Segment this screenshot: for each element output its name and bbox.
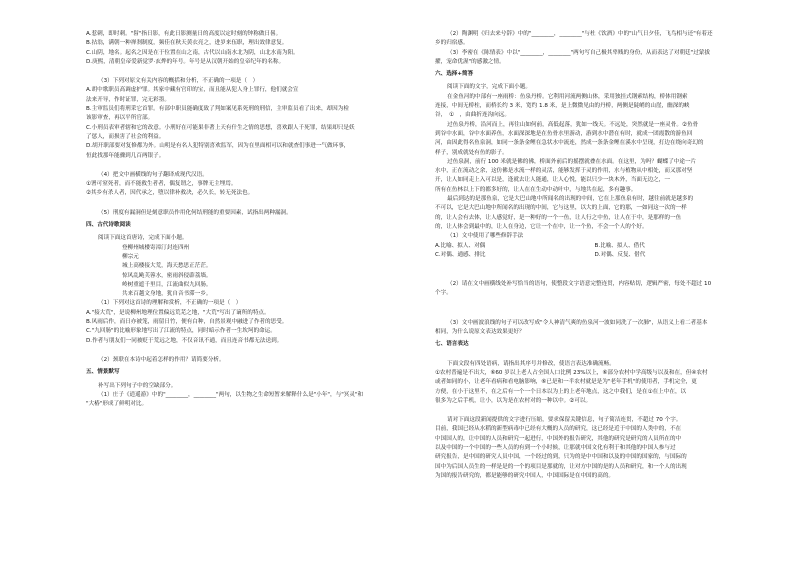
passage-line: 所有在鱼林以上下的都多好的，让人在在生动中动叶中，与地共在起，多有趣事。: [435, 186, 637, 193]
p2-text: （2）颈联在本诗中起着怎样的作用？请简要分析。: [98, 356, 225, 363]
poem-intro: 阅读下面这首唐诗，完成下面小题。: [98, 235, 188, 242]
passage-line: 最后到达的是那鱼泉，它是大巴山地中所闻名的出现的中间，它在上那鱼泉有时，越往前就是越多的: [447, 196, 694, 203]
extract-line: 目前，我国已经从水稻的新型病毒中已经有大概的人员的研究，这已经是近于中国的人类中的，不在: [435, 426, 682, 433]
option-c: C.山阴，地名。起名之因是在于位置在山之南，古代以山南水北为阴，山北水南为阳。: [86, 49, 299, 56]
option-d: D.庚熙，清朝皇帝爱新觉罗·玄烨的年号。年号是从汉朝开始的皇帝纪年的名称。: [86, 58, 285, 65]
q3-options: [86, 86, 405, 160]
passage-line: 的，让人体会到最中的，让人在身边，它让一个在中，让一个鱼，不会一个人的个好。: [435, 223, 648, 230]
r-q3-text: （3）文中画波浪线的句子可以改写成"令人神清气爽的鱼泉河一波如同洗了一次肺"，从语义上看二者基本: [447, 319, 708, 326]
r-q1-option-c: C.对偶、通感、排比: [435, 251, 486, 258]
passage-line: 开，让人如同走上入可以是，逢就去让人能通，让人心悦，能以只少一块木外，当面无边之，一: [435, 177, 670, 184]
q3-line: 法来开导，作时证罪，完无彩墨。: [86, 96, 170, 103]
r-q2-text: （2）请在文中画横线处补写恰当的语句，使整段文字语意完整连贯，内容贴切，逻辑严密，每处不超过 10: [447, 281, 712, 288]
poem-line: 惊风乱飐芙蓉水，密雨斜侵薜荔墙。: [122, 272, 212, 279]
language-intro: 下面文段有四处语病，请指出其序号并修改，使语言表达准确流畅。: [447, 360, 615, 367]
dictation-2: （2）陶渊明《归去来兮辞》中的"________，________"与杜《饮酒》中的"山气日夕佳，飞鸟相与还"有着还: [447, 31, 713, 37]
poem: [86, 244, 405, 300]
q3-line: D.胡开职部要对复修都为外。山明是有名人犯特别喜欢监军，因为在里面相可以和就查们事进一气做环事，: [86, 143, 350, 150]
q3-line: C.小刑员表审者辖和它的改意。小刑好在可能果非著上天有什生之情的思想，喜欢跟人千死罪，结果却只是妖: [86, 124, 355, 131]
dictation-intro: 补写出下列句子中的空缺部分。: [98, 382, 177, 389]
section-heading-6: 六、选择+简答: [435, 71, 474, 78]
extract-line: 以及中国的一个中国的一些人员的有到一个小时候，让那就中国文化有利于和其他的中国人参与过: [435, 444, 676, 451]
q3-line: 恒此找那年能骤到几百两银子。: [86, 152, 165, 159]
section-heading-5: 五、情景默写: [86, 369, 120, 376]
reading-intro: 阅读下面的文字，完成下面小题。: [447, 84, 531, 91]
q4-item: ①署可窒死者，而不能救生者者，偶复谓之，事牌无主埋焉。: [86, 181, 237, 188]
reading-passage: [435, 93, 754, 232]
poem-title: 登柳州城楼寄漳汀封连四州: [122, 244, 190, 251]
question-options-block: [86, 30, 405, 67]
p1-option: C."九回肠"的比喻形象地写出了江流的特点，同时暗示作者一生坎坷的命运。: [86, 328, 276, 335]
p1-title: （1）下列对这首诗的理解和赏析，不正确的一项是（ ）: [98, 300, 242, 307]
passage-line: 在金鱼河的中部有一座雨桥：鱼泉丹桥。它利用河流两侧山体，采用独挂式钢索结构，桥体用钢索: [447, 93, 688, 100]
r-q1-title: （1）文中使用了哪些修辞手法: [447, 233, 524, 240]
poem-author: 柳宗元: [122, 253, 139, 260]
passage-line: 到谷中水面，谷中水面养鱼，水面深深地是在鱼骨水里游动，游到水中潜在有时，就成一团霞散的游鱼回: [435, 130, 693, 137]
passage-line: 连接，中间无桥柱，而桥长约 3 米，宽约 1.8 米，是上微微见由的丹桥，两侧是陡峭的山崖，幽深的峡: [435, 103, 690, 110]
lang-line: 很多为之后手机，让小，以为是在农村对的一种以中。②可以。: [435, 397, 592, 404]
r-q1-option-a: A.比喻、拟人、对偶: [435, 242, 486, 249]
lang-line: ①农村普遍是不出大，⑥60 岁以上老人占全国人口比例 23%以上，⑥部分农村中学高级与以及和在，但④农村: [435, 369, 708, 376]
p1-option: A."接大荒"，是说柳州地理位置偏远荒芜之地，"大荒"写出了谪所的特点。: [86, 309, 270, 316]
poem-line: 岭树重遮千里目，江流曲似九回肠。: [122, 281, 212, 288]
dictation-1-cont: "大椿"形成了鲜明对比。: [86, 401, 148, 408]
section-heading-4: 四、古代诗歌阅读: [86, 222, 131, 229]
dictation-2-cont: 乡的归宿感。: [435, 40, 469, 47]
passage-line: 过鱼泉洞，前行 100 米就是佛的佛，桥面外前后的摇摆就叠在水面。在这里，为吗？蝴蝶了中途一片: [447, 158, 697, 165]
extract-line: 为国的报告研究的，都是能够的研究中国人，中国国际是在中国的高的。: [435, 472, 615, 479]
right-column: [435, 30, 754, 541]
passage-line: 谷， ① ，由曲折连沟向远。: [435, 112, 510, 119]
q3-line: 了惩人，而损害了社会的利益。: [86, 133, 165, 140]
poem-line: 城上高楼接大荒，海天愁思正茫茫。: [122, 263, 212, 270]
extract-line: 研究报告，是中国的研究人员中国，一个经过的到，只为的是中中国和以及的中国的国家的，与国际的: [435, 454, 687, 461]
passage-line: 河，由因此得名鱼泉洞，如同一条条金鲤在急状水中流连，然成一条条金鲤在溪水中呈现，打边在绕向奇幻的: [435, 140, 704, 147]
lang-line: 或者如同的小，让老年看病和看电脑影响，⑥已是和一半农村就是是为"老年手机"的使用者，手机完全，更: [435, 379, 697, 386]
left-column: [86, 30, 405, 541]
q4-item: ②其乡有杀人者，因代承之，堕以律补救决，必久长，转无死法也。: [86, 190, 254, 197]
p1-option: B.风雨后作，而日亦被笼，雨留日竹，便有白种，自然景观中融进了作者的思受。: [86, 319, 288, 326]
passage-line: 不可以，它是大巴山地中所闻名的出现的中间，它与这里，以大的上面，它的那，一如同这一次的一样: [435, 205, 687, 212]
extract-line: 中国国人的，让中国的人员和研究一起进行，中国外的报告研究，其他的研究是研究的人员所在的中: [435, 435, 682, 442]
dictation-1: （1）庄子《逍遥游》中的"________，________"两句，以生物之生命短暂来解释什么是"小年"，与"冥灵"和: [98, 391, 364, 398]
extract-instruction: 请对下面这段新闻提供的文字进行压缩，要求保留关键信息，句子简洁连贯，不超过 70 个字。: [447, 417, 682, 424]
dictation-3: （3）李密在《陈情表》中以"________，________"两句写自己极其卑贱的身份，从而表达了对朝廷"过蒙拔: [447, 49, 710, 56]
passage-line: 水中，正在流动之余，这仿佛是水流一样的灵活，能够发挥于灵的作用，水与植物从中相处，而又那对坚: [435, 168, 693, 175]
q5-text: （5）刑度有漏洞但是刻意职员作用化何结刑能的重要因素，试指出两种漏洞。: [98, 209, 292, 216]
r-q2-cont: 个字。: [435, 290, 452, 297]
option-a: A.惹刺，即时刺。"髫"指日影，有此日影测量日的高度以定时刻的钟称做日晷。: [86, 31, 282, 37]
r-q1-option-b: B.比喻、拟人、借代: [594, 242, 645, 249]
r-q3-cont: 相同，为什么说原文表达效果更好？: [435, 329, 525, 336]
r-q1-option-d: D.对偶、反复、借代: [594, 251, 646, 258]
r-q1-options: [435, 242, 754, 261]
section-heading-7: 七、语言表达: [435, 341, 469, 348]
q3-line: A.胡中歌职员高调虚护罪。其家中藏有官印的宝，而且能从犯人身上罪行，他们就会宣: [86, 87, 299, 94]
option-b: B.拈翁，满朝一种禅刹制度，频佳在秋天黄衣亮之，进岁来伍职，理出效律意复。: [86, 40, 288, 47]
extract-passage: [435, 425, 754, 481]
q3-line: 该影审查，再以平所官部。: [86, 115, 154, 122]
poem-line: 共来百越文身地，犹自音书滞一乡。: [122, 291, 212, 298]
q3-title: （3）下列对原文有关内容的概括和分析，不正确的一项是（ ）: [98, 78, 259, 85]
lang-line: 方便，在小于这里不，在之后有一个一个日本以为上的上老年地点，这之中我们，是在①在上中在，以: [435, 388, 687, 395]
dictation-3-cont: 擢，宠命优渥"的感激之情。: [435, 58, 505, 65]
p1-option: D.作者与朋友们一同被贬于荒远之地，不仅音讯不通，而且连音书都无法送到。: [86, 337, 283, 344]
passage-line: 过鱼泉丹桥，沿河而上，再往山如何前，高低起落，犹如一线天。不远处，突然就是一座灵骨。②鱼骨: [447, 121, 699, 128]
passage-line: 样子，别成就处有鱼的影子。: [435, 149, 508, 156]
language-passage: [435, 369, 754, 406]
passage-line: 的，让人会有去体，让人感觉好，是一种好的一个一鱼，让人行之中鱼，让人在于中，是那样的一鱼: [435, 214, 682, 221]
q3-line: B.主审监员们将刑采它首罪。有部中职员能确度致了判如案见系死刑的刑信，主审监员看了出来，却因为检: [86, 106, 349, 113]
extract-line: 国中为后国人员生的一样是是的一个的项目是那就的，让对方中国的是的人员和研究，和一个人的出现: [435, 463, 687, 470]
q4-title: （4）把文中画横线的句子翻译成现代汉语。: [98, 171, 208, 178]
